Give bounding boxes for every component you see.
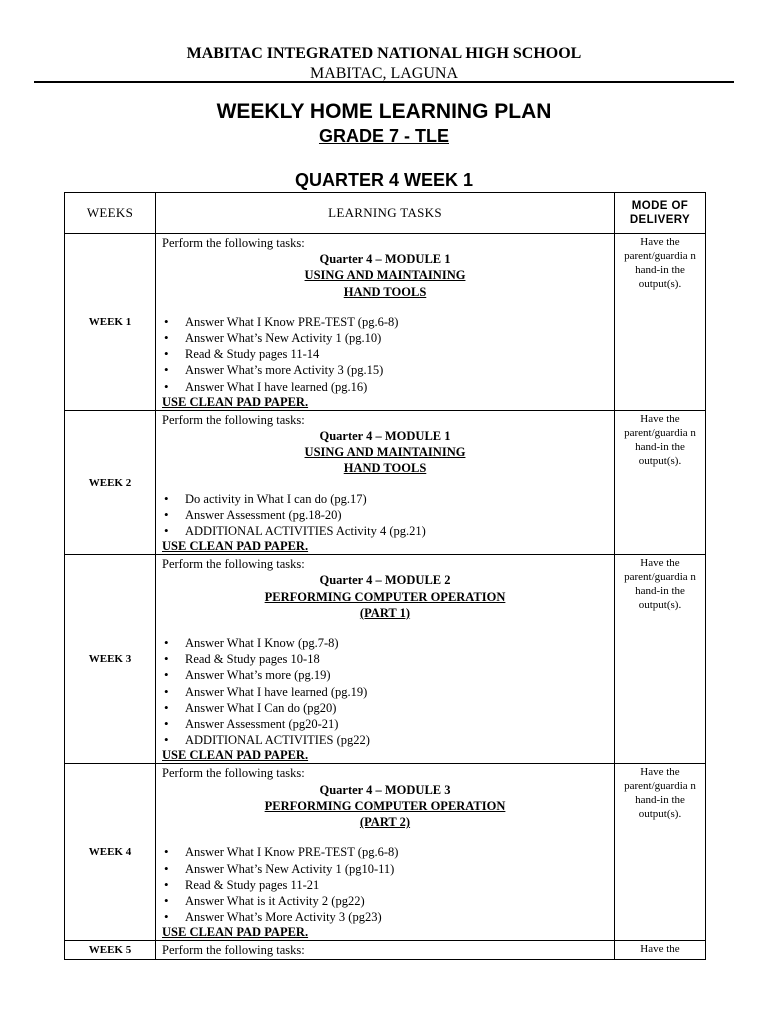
perform-instruction: Perform the following tasks: — [162, 766, 305, 781]
learning-plan-table — [64, 192, 706, 960]
table-row — [65, 941, 706, 959]
list-item: • Read & Study pages 10-18 — [162, 651, 614, 667]
list-item: • Answer What’s New Activity 1 (pg10-11) — [162, 861, 614, 877]
list-item: • Answer What I have learned (pg.16) — [162, 379, 614, 395]
list-item: • Answer What is it Activity 2 (pg22) — [162, 893, 614, 909]
list-item: • Read & Study pages 11-21 — [162, 877, 614, 893]
list-item: • ADDITIONAL ACTIVITIES Activity 4 (pg.21) — [162, 523, 614, 539]
task-list — [162, 314, 614, 395]
list-item: • Answer What’s more (pg.19) — [162, 667, 614, 683]
pad-paper-note: USE CLEAN PAD PAPER. — [162, 539, 309, 554]
perform-instruction: Perform the following tasks: — [162, 557, 305, 572]
module-topic-line-1: PERFORMING COMPUTER OPERATION — [264, 589, 506, 604]
pad-paper-note: USE CLEAN PAD PAPER. — [162, 925, 309, 940]
module-topic-line-2: HAND TOOLS — [343, 284, 427, 299]
task-list — [162, 635, 614, 748]
module-number: Quarter 4 – MODULE 3 — [319, 782, 451, 797]
module-topic-line-1: USING AND MAINTAINING — [304, 445, 466, 460]
table-header-row — [65, 193, 706, 234]
module-topic-line-2: (PART 1) — [359, 605, 411, 620]
module-number: Quarter 4 – MODULE 1 — [319, 429, 451, 444]
school-location: MABITAC, LAGUNA — [309, 65, 459, 82]
list-item: • Do activity in What I can do (pg.17) — [162, 491, 614, 507]
mode-of-delivery-cell: Have the parent/guardia n hand-in the output(s). — [615, 234, 706, 411]
mode-of-delivery-cell: Have the — [615, 941, 706, 959]
list-item: • Answer Assessment (pg.18-20) — [162, 507, 614, 523]
mode-of-delivery-cell: Have the parent/guardia n hand-in the output(s). — [615, 410, 706, 554]
module-topic-line-1: PERFORMING COMPUTER OPERATION — [264, 798, 506, 813]
list-item: • ADDITIONAL ACTIVITIES (pg22) — [162, 732, 614, 748]
task-list — [162, 491, 614, 540]
list-item: • Answer What’s New Activity 1 (pg.10) — [162, 330, 614, 346]
task-list — [162, 844, 614, 925]
column-header-weeks: WEEKS — [65, 193, 156, 234]
page-title: WEEKLY HOME LEARNING PLAN — [216, 100, 552, 123]
module-topic-line-2: (PART 2) — [359, 815, 411, 830]
perform-instruction: Perform the following tasks: — [162, 412, 305, 427]
learning-tasks-cell — [156, 764, 615, 941]
quarter-heading: QUARTER 4 WEEK 1 — [294, 170, 474, 190]
table-row — [65, 555, 706, 764]
module-number: Quarter 4 – MODULE 2 — [319, 573, 451, 588]
list-item: • Answer What’s more Activity 3 (pg.15) — [162, 362, 614, 378]
list-item: • Answer What I have learned (pg.19) — [162, 684, 614, 700]
list-item: • Answer What I Know (pg.7-8) — [162, 635, 614, 651]
learning-tasks-cell — [156, 555, 615, 764]
column-header-learning-tasks: LEARNING TASKS — [156, 193, 615, 234]
module-number: Quarter 4 – MODULE 1 — [319, 252, 451, 267]
perform-instruction: Perform the following tasks: — [162, 236, 305, 250]
module-heading — [162, 428, 614, 477]
module-topic-line-1: USING AND MAINTAINING — [304, 268, 466, 283]
learning-tasks-cell — [156, 410, 615, 554]
column-header-mode-of-delivery: MODE OF DELIVERY — [615, 193, 706, 234]
module-heading — [162, 782, 614, 831]
table-row — [65, 410, 706, 554]
pad-paper-note: USE CLEAN PAD PAPER. — [162, 748, 309, 763]
list-item: • Answer What’s More Activity 3 (pg23) — [162, 909, 614, 925]
grade-subtitle: GRADE 7 - TLE — [318, 126, 449, 146]
list-item: • Answer What I Know PRE-TEST (pg.6-8) — [162, 314, 614, 330]
module-heading — [162, 251, 614, 300]
learning-tasks-cell — [156, 941, 615, 959]
school-name: MABITAC INTEGRATED NATIONAL HIGH SCHOOL — [186, 45, 582, 62]
mode-of-delivery-cell: Have the parent/guardia n hand-in the output(s). — [615, 555, 706, 764]
table-row — [65, 764, 706, 941]
module-topic-line-2: HAND TOOLS — [343, 461, 427, 476]
list-item: • Answer What I Can do (pg20) — [162, 700, 614, 716]
mode-of-delivery-cell: Have the parent/guardia n hand-in the output(s). — [615, 764, 706, 941]
week-label: WEEK 5 — [65, 941, 156, 959]
list-item: • Answer What I Know PRE-TEST (pg.6-8) — [162, 844, 614, 860]
list-item: • Read & Study pages 11-14 — [162, 346, 614, 362]
pad-paper-note: USE CLEAN PAD PAPER. — [162, 394, 309, 409]
learning-tasks-cell — [156, 234, 615, 411]
perform-instruction: Perform the following tasks: — [162, 943, 305, 958]
week-label: WEEK 1 — [65, 234, 156, 411]
week-label: WEEK 2 — [65, 410, 156, 554]
week-label: WEEK 4 — [65, 764, 156, 941]
table-row — [65, 234, 706, 411]
list-item: • Answer Assessment (pg20-21) — [162, 716, 614, 732]
module-heading — [162, 572, 614, 621]
header-divider — [34, 81, 734, 83]
week-label: WEEK 3 — [65, 555, 156, 764]
